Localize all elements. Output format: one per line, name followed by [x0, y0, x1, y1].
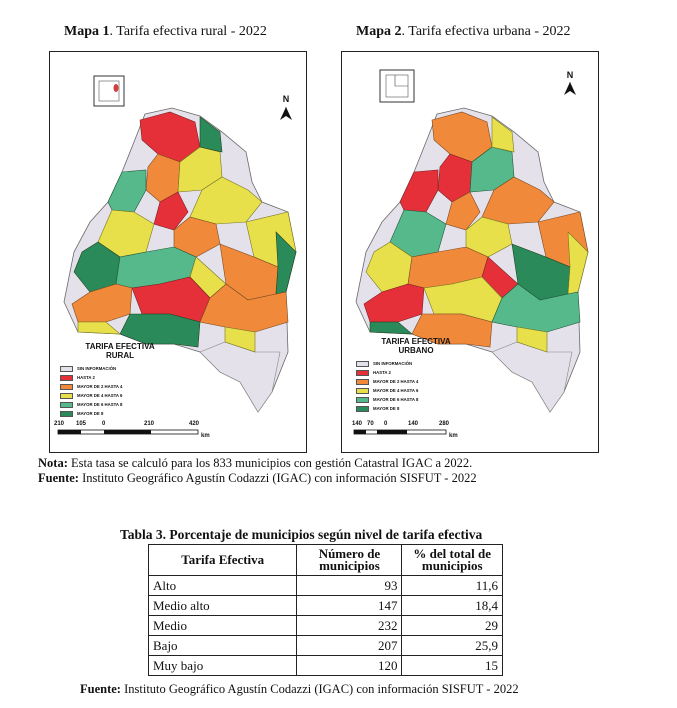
map2-legend-title-1: TARIFA EFECTIVA	[381, 337, 451, 346]
map2-scale-unit: km	[449, 433, 458, 439]
legend-swatch	[356, 406, 369, 412]
legend-swatch	[60, 384, 73, 390]
map1-scale-unit: km	[201, 433, 210, 439]
legend-swatch	[356, 361, 369, 367]
map2-legend-item: MAYOR DE 2 HASTA 4	[356, 377, 476, 386]
fuente-label: Fuente:	[38, 471, 79, 485]
map2-legend-title-2: URBANO	[398, 346, 434, 355]
map1-title-text: . Tarifa efectiva rural - 2022	[109, 24, 267, 39]
map1-legend	[60, 342, 180, 418]
map1-legend-title-2: RURAL	[106, 351, 134, 360]
map2-title-number: Mapa 2	[356, 24, 402, 39]
table-row: Muy bajo 120 15	[149, 656, 503, 676]
map1-title-number: Mapa 1	[64, 24, 110, 39]
map2-legend-item: MAYOR DE 4 HASTA 6	[356, 386, 476, 395]
maps-source	[38, 471, 477, 486]
map1-scale-labels: 210 105 0 210 420	[54, 421, 200, 427]
map2-title-text: . Tarifa efectiva urbana - 2022	[401, 24, 571, 39]
map2-title	[356, 24, 571, 40]
map1-legend-item: SIN INFORMACIÓN	[60, 364, 180, 373]
map1-legend-item: HASTA 2	[60, 373, 180, 382]
map2-legend-item: HASTA 2	[356, 368, 476, 377]
table-row: Medio alto 147 18,4	[149, 596, 503, 616]
legend-swatch	[60, 366, 73, 372]
nota-label: Nota:	[38, 456, 68, 470]
map2-north-label: N	[566, 70, 574, 80]
table-row: Alto 93 11,6	[149, 576, 503, 596]
tarifa-table	[148, 544, 503, 676]
map2-legend	[356, 337, 476, 413]
table-source	[80, 682, 519, 697]
map2-legend-item: MAYOR DE 6 HASTA 8	[356, 395, 476, 404]
map1-legend-item: MAYOR DE 2 HASTA 4	[60, 382, 180, 391]
map1-legend-title-1: TARIFA EFECTIVA	[85, 342, 155, 351]
legend-swatch	[356, 388, 369, 394]
map1-legend-item: MAYOR DE 8	[60, 409, 180, 418]
legend-swatch	[60, 402, 73, 408]
table-caption: Tabla 3. Porcentaje de municipios según nivel de tarifa efectiva	[120, 527, 483, 542]
header-tarifa: Tarifa Efectiva	[149, 545, 297, 576]
legend-swatch	[60, 393, 73, 399]
header-porcentaje: % del total de municipios	[402, 545, 503, 576]
legend-swatch	[356, 370, 369, 376]
table-header-row	[149, 545, 503, 576]
fuente-text: Instituto Geográfico Agustín Codazzi (IGAC) con información SISFUT - 2022	[78, 471, 477, 485]
table-source-label: Fuente:	[80, 682, 121, 696]
map2-frame	[341, 51, 599, 453]
table-row: Medio 232 29	[149, 616, 503, 636]
table-source-text: Instituto Geográfico Agustín Codazzi (IGAC) con información SISFUT - 2022	[120, 682, 519, 696]
map1-north-label: N	[282, 94, 290, 104]
legend-swatch	[356, 397, 369, 403]
header-numero: Número de municipios	[297, 545, 402, 576]
legend-swatch	[60, 375, 73, 381]
map2-legend-item: MAYOR DE 8	[356, 404, 476, 413]
map2-legend-item: SIN INFORMACIÓN	[356, 359, 476, 368]
map1-frame	[49, 51, 307, 453]
map2-scale-labels: 140 70 0 140 280	[352, 421, 450, 427]
map1-legend-item: MAYOR DE 4 HASTA 6	[60, 391, 180, 400]
legend-swatch	[60, 411, 73, 417]
map1-legend-item: MAYOR DE 6 HASTA 8	[60, 400, 180, 409]
legend-swatch	[356, 379, 369, 385]
nota-text: Esta tasa se calculó para los 833 municipios con gestión Catastral IGAC a 2022.	[67, 456, 473, 470]
maps-note	[38, 456, 472, 471]
table-row: Bajo 207 25,9	[149, 636, 503, 656]
map1-title	[64, 24, 267, 40]
